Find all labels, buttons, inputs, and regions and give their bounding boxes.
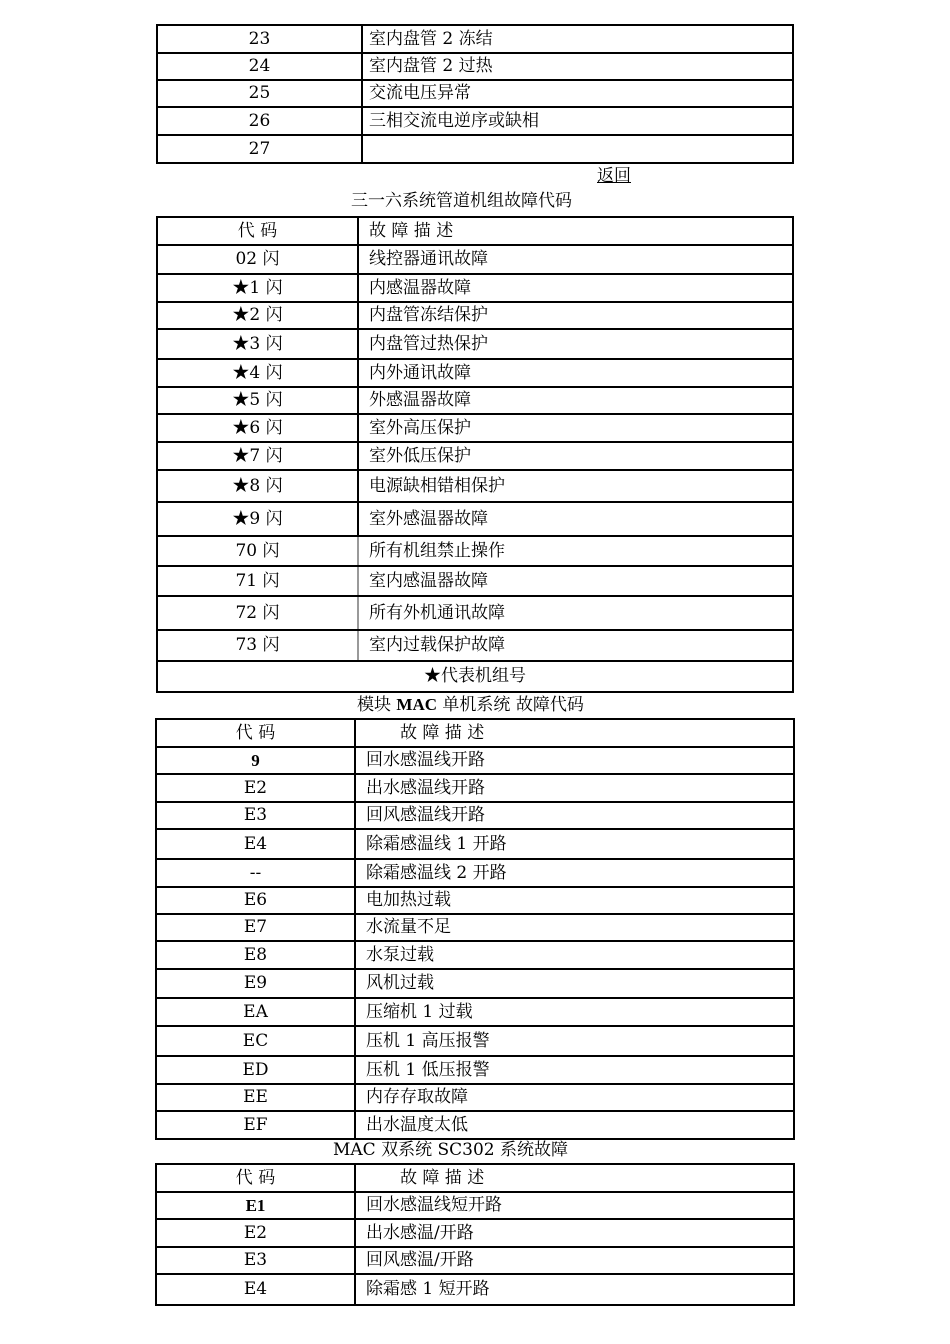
code-cell: 9 (157, 748, 356, 773)
desc-cell: 所有外机通讯故障 (369, 602, 505, 623)
desc-cell: 压机 1 低压报警 (366, 1059, 490, 1080)
code-cell: ★4 闪 (158, 360, 359, 386)
title-prefix: 模块 (357, 695, 391, 715)
table-header-row (157, 720, 793, 748)
desc-cell: 除霜感温线 2 开路 (366, 862, 507, 883)
code-cell: ED (157, 1057, 356, 1083)
table-row (158, 443, 792, 471)
code-cell: EC (157, 1027, 356, 1055)
code-cell: ★1 闪 (158, 275, 359, 301)
table-row (157, 970, 793, 999)
desc-cell: 室外感温器故障 (369, 508, 488, 529)
section-title-mac-single (357, 696, 584, 714)
desc-cell: 内存存取故障 (366, 1087, 468, 1107)
desc-cell: 水流量不足 (366, 917, 451, 937)
table-row (157, 860, 793, 888)
header-desc: 故 障 描 述 (400, 1167, 485, 1188)
code-cell: E4 (157, 1275, 356, 1304)
desc-cell: 室外高压保护 (369, 417, 471, 438)
table-row (158, 108, 792, 136)
header-desc: 故 障 描 述 (400, 722, 485, 743)
table-row (157, 1112, 793, 1138)
section-title-mac-dual: MAC 双系统 SC302 系统故障 (333, 1140, 569, 1160)
code-cell: E9 (157, 970, 356, 997)
back-link[interactable]: 返回 (597, 166, 631, 186)
desc-cell: 线控器通讯故障 (369, 249, 488, 269)
code-cell: 26 (158, 108, 363, 134)
code-cell: ★2 闪 (158, 303, 359, 328)
header-code: 代 码 (158, 218, 359, 244)
code-cell: EE (157, 1085, 356, 1110)
desc-cell: 压缩机 1 过载 (366, 1001, 473, 1022)
code-cell: ★9 闪 (158, 503, 359, 535)
desc-cell: 压机 1 高压报警 (366, 1030, 490, 1051)
code-cell: E3 (157, 1248, 356, 1273)
desc-cell: 内盘管冻结保护 (369, 305, 488, 325)
title-suffix: 单机系统 故障代码 (442, 695, 584, 715)
desc-cell: 风机过载 (366, 973, 434, 993)
table-row (157, 888, 793, 915)
desc-cell: 室内过载保护故障 (369, 635, 505, 655)
table-row (157, 1057, 793, 1085)
table-row (158, 81, 792, 108)
section-title-316: 三一六系统管道机组故障代码 (351, 191, 572, 211)
table-row (157, 1085, 793, 1112)
desc-cell: 内盘管过热保护 (369, 333, 488, 354)
desc-cell: 回风感温/开路 (366, 1250, 474, 1270)
fault-table-mac-single (155, 718, 795, 1140)
code-cell: E8 (157, 942, 356, 968)
table-row (158, 471, 792, 503)
desc-cell: 电加热过载 (366, 890, 451, 910)
code-cell: E7 (157, 915, 356, 940)
code-cell: E1 (157, 1193, 356, 1218)
code-cell: 70 闪 (158, 537, 359, 565)
table-row (158, 597, 792, 631)
desc-cell: 水泵过载 (366, 944, 434, 965)
desc-cell: 回风感温线开路 (366, 805, 485, 825)
table-row (158, 388, 792, 415)
code-cell: EA (157, 999, 356, 1025)
desc-cell: 室内盘管 2 冻结 (369, 28, 493, 49)
code-cell: 73 闪 (158, 631, 359, 660)
code-cell: ★3 闪 (158, 330, 359, 358)
code-cell: -- (157, 860, 356, 886)
title-bold: MAC (396, 695, 438, 714)
desc-cell: 除霜感温线 1 开路 (366, 833, 507, 854)
desc-cell: 室外低压保护 (369, 445, 471, 466)
table-row (158, 567, 792, 597)
table-row (158, 246, 792, 275)
code-cell: 24 (158, 54, 363, 79)
table-row (158, 26, 792, 54)
table-header-row (158, 218, 792, 246)
desc-cell: 出水温度太低 (366, 1114, 468, 1135)
table-row (157, 1275, 793, 1304)
code-cell: 71 闪 (158, 567, 359, 595)
table-row (157, 999, 793, 1027)
table-row (157, 775, 793, 803)
desc-cell: 外感温器故障 (369, 390, 471, 410)
desc-cell: 所有机组禁止操作 (369, 540, 505, 561)
fault-table-mac-dual (155, 1163, 795, 1306)
table-row (157, 1220, 793, 1248)
desc-cell: 出水感温/开路 (366, 1222, 474, 1243)
table-row (157, 1027, 793, 1057)
table-row (157, 942, 793, 970)
header-desc: 故 障 描 述 (369, 220, 454, 241)
table-header-row (157, 1165, 793, 1193)
desc-cell (363, 136, 369, 162)
table-row (157, 1193, 793, 1220)
desc-cell: 回水感温线短开路 (366, 1195, 502, 1215)
table-row (158, 503, 792, 537)
code-cell: 23 (158, 26, 363, 52)
table-row (158, 136, 792, 162)
header-code: 代 码 (157, 1165, 356, 1191)
code-cell: ★7 闪 (158, 443, 359, 469)
code-cell: 25 (158, 81, 363, 106)
table-row (157, 915, 793, 942)
table-row (157, 803, 793, 830)
table-row (158, 330, 792, 360)
table-row (158, 275, 792, 303)
desc-cell: 三相交流电逆序或缺相 (369, 110, 539, 131)
code-cell: E2 (157, 1220, 356, 1246)
code-cell: 72 闪 (158, 597, 359, 629)
desc-cell: 除霜感 1 短开路 (366, 1279, 490, 1299)
code-cell: ★6 闪 (158, 415, 359, 441)
code-cell: 27 (158, 136, 363, 162)
desc-cell: 电源缺相错相保护 (369, 475, 505, 496)
desc-cell: 出水感温线开路 (366, 777, 485, 798)
table-row (158, 631, 792, 662)
code-cell: E3 (157, 803, 356, 828)
table-row (157, 1248, 793, 1275)
table-footnote-row (158, 662, 792, 691)
footnote-cell: ★代表机组号 (424, 666, 526, 686)
desc-cell: 内感温器故障 (369, 277, 471, 298)
code-cell: EF (157, 1112, 356, 1138)
code-cell: E2 (157, 775, 356, 801)
table-row (158, 415, 792, 443)
table-row (158, 360, 792, 388)
table-row (158, 303, 792, 330)
code-cell: ★8 闪 (158, 471, 359, 501)
header-code: 代 码 (157, 720, 356, 746)
code-cell: E4 (157, 830, 356, 858)
desc-cell: 内外通讯故障 (369, 362, 471, 383)
desc-cell: 室内感温器故障 (369, 570, 488, 591)
table-row (157, 830, 793, 860)
table-row (158, 54, 792, 81)
fault-table-continued (156, 24, 794, 164)
code-cell: E6 (157, 888, 356, 913)
desc-cell: 回水感温线开路 (366, 750, 485, 770)
code-cell: 02 闪 (158, 246, 359, 273)
desc-cell: 交流电压异常 (369, 83, 471, 103)
code-cell: ★5 闪 (158, 388, 359, 413)
table-row (158, 537, 792, 567)
fault-table-316 (156, 216, 794, 693)
desc-cell: 室内盘管 2 过热 (369, 56, 493, 76)
table-row (157, 748, 793, 775)
